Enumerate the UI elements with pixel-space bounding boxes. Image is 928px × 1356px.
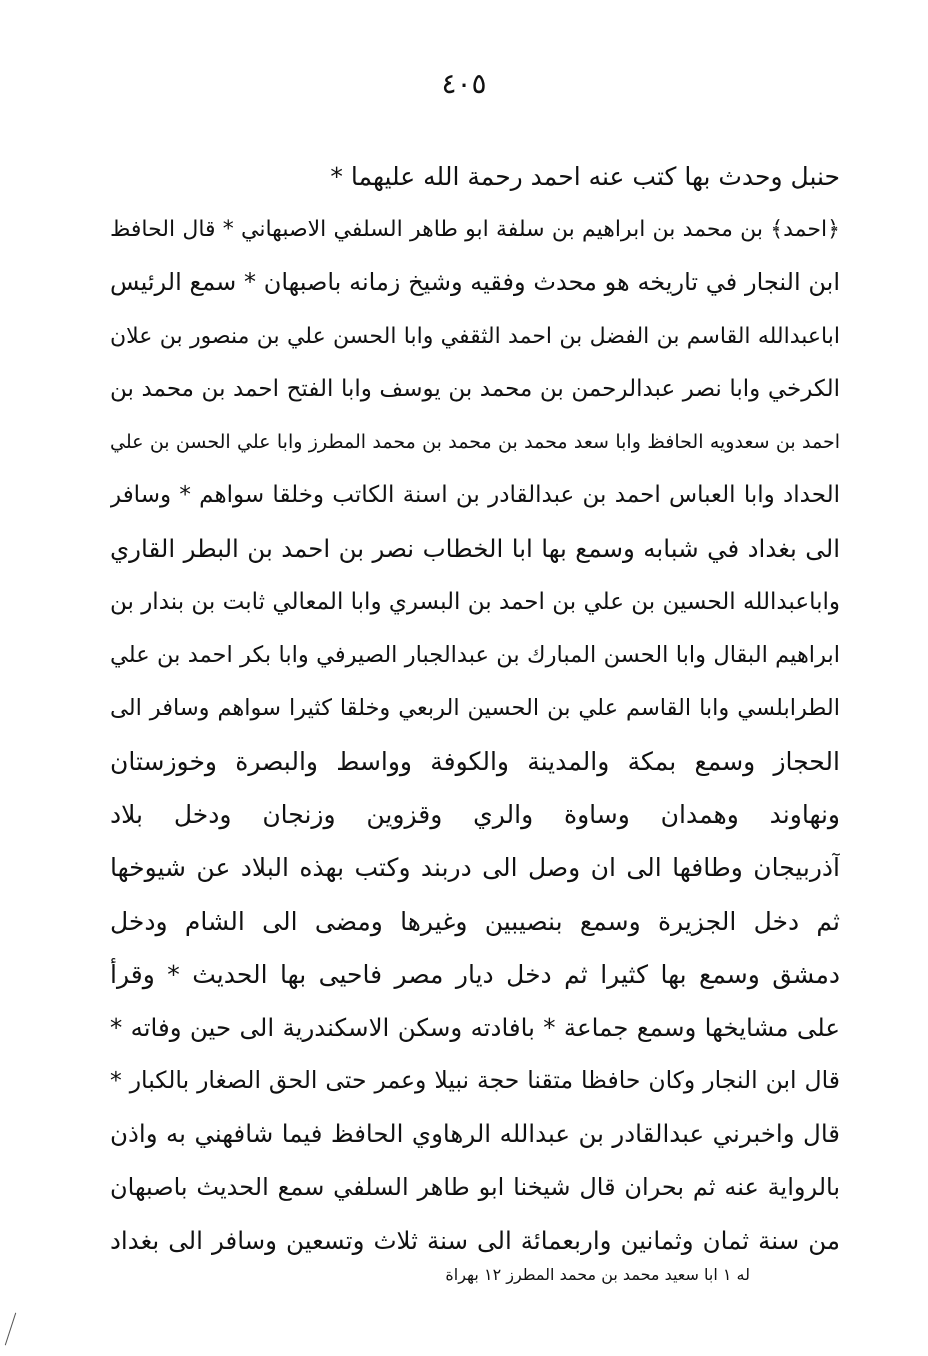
text-line: ﴿احمد﴾ بن محمد بن ابراهيم بن سلفة ابو طاهر السلفي الاصبهاني * قال الحافظ xyxy=(110,217,840,243)
text-line: ابراهيم البقال وابا الحسن المبارك بن عبدالجبار الصيرفي وابا بكر احمد بن علي xyxy=(110,641,840,668)
text-line: الحجاز وسمع بمكة والمدينة والكوفة وواسط والبصرة وخوزستان xyxy=(110,747,840,777)
footnote: له ١ ابا سعيد محمد بن محمد المطرز ١٢ بهراة xyxy=(445,1265,750,1284)
text-line: بالرواية عنه ثم بحران قال شيخنا ابو طاهر السلفي سمع الحديث باصبهان xyxy=(110,1172,840,1201)
text-line: احمد بن سعدويه الحافظ وابا سعد محمد بن محمد بن محمد المطرز وابا علي الحسن بن علي xyxy=(110,430,840,453)
text-line: اباعبدالله القاسم بن الفضل بن احمد الثقفي وابا الحسن علي بن منصور بن علان xyxy=(110,323,840,349)
text-line: قال ابن النجار وكان حافظا متقنا حجة نبيلا وعمر حتى الحق الصغار بالكبار * xyxy=(110,1066,840,1095)
text-line: آذربيجان وطافها الى ان وصل الى دربند وكتب بهذه البلاد عن شيوخها xyxy=(110,853,840,883)
text-line: قال واخبرني عبدالقادر بن عبدالله الرهاوي الحافظ فيما شافهني به واذن xyxy=(110,1119,840,1149)
text-line: الى بغداد في شبابه وسمع بها ابا الخطاب نصر بن احمد بن البطر القاري xyxy=(110,534,840,564)
text-line: دمشق وسمع بها كثيرا ثم دخل ديار مصر فاحيى بها الحديث * وقرأ xyxy=(110,959,840,989)
text-line: على مشايخها وسمع جماعة * بافادته وسكن الاسكندرية الى حين وفاته * xyxy=(110,1013,840,1042)
text-line: واباعبدالله الحسين بن علي بن احمد بن البسري وابا المعالي ثابت بن بندار بن xyxy=(110,588,840,615)
text-line: ثم دخل الجزيرة وسمع بنصيبين وغيرها ومضى الى الشام ودخل xyxy=(110,906,840,936)
text-line: حنبل وحدث بها كتب عنه احمد رحمة الله عليهما * xyxy=(330,162,840,191)
page-number: ٤٠٥ xyxy=(441,67,487,100)
text-line: ابن النجار في تاريخه هو محدث وفقيه وشيخ زمانه باصبهان * سمع الرئيس xyxy=(110,268,840,297)
text-line: ونهاوند وهمدان وساوة والري وقزوين وزنجان ودخل بلاد xyxy=(110,800,840,830)
text-line: الحداد وابا العباس احمد بن عبدالقادر بن اسنة الكاتب وخلقا سواهم * وسافر xyxy=(110,482,840,509)
text-body xyxy=(110,150,840,1267)
text-line: الكرخي وابا نصر عبدالرحمن بن محمد بن يوسف وابا الفتح احمد بن محمد بن xyxy=(110,375,840,402)
text-line: الطرابلسي وابا القاسم علي بن الحسين الربعي وخلقا كثيرا سواهم وسافر الى xyxy=(110,694,840,721)
text-line: من سنة ثمان وثمانين واربعمائة الى سنة ثلاث وتسعين وسافر الى بغداد xyxy=(110,1225,840,1255)
margin-mark xyxy=(5,1313,16,1346)
